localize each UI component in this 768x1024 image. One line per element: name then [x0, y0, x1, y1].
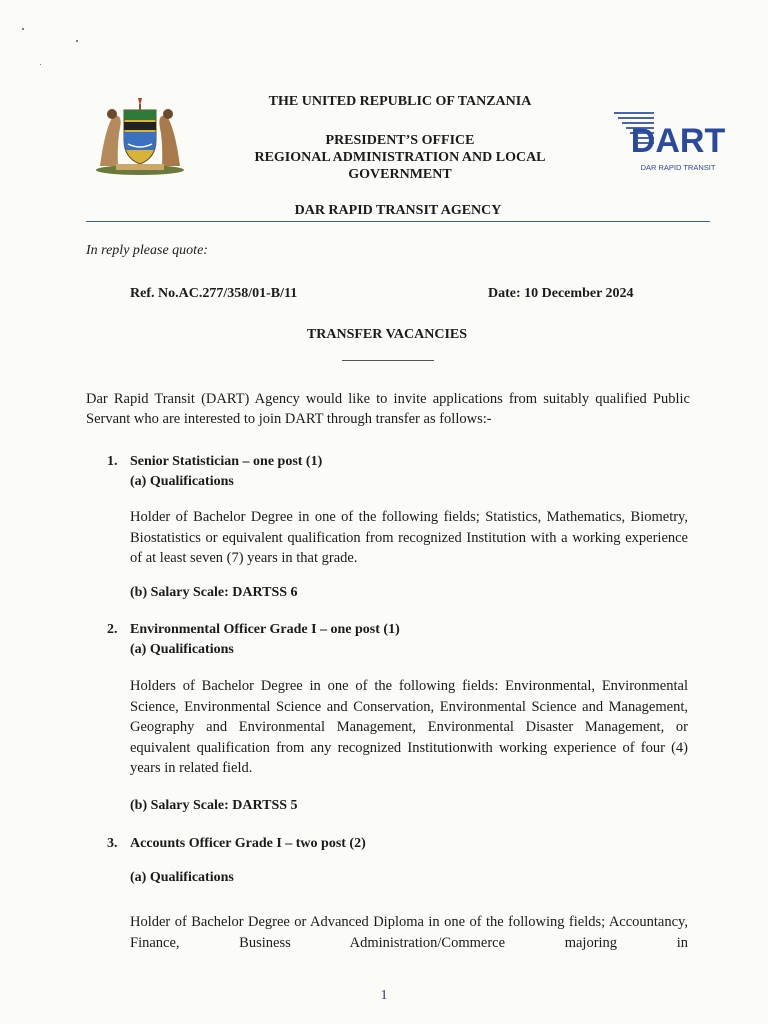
position-title: Accounts Officer Grade I – two post (2) [130, 836, 366, 851]
office-line-1: PRESIDENT’S OFFICE [325, 133, 475, 148]
dart-logo [612, 106, 726, 176]
coat-of-arms-emblem [94, 94, 186, 176]
qualifications-text: Holder of Bachelor Degree in one of the following fields; Statistics, Mathematics, Biometry, Biostatistics or equivalent qualification from recognized Institution with a working experience of at least seven (7) years in that grade. [130, 509, 688, 566]
office-heading [225, 132, 575, 183]
reply-note: In reply please quote: [86, 243, 208, 258]
qualifications-label: (a) Qualifications [130, 474, 234, 489]
country-heading: THE UNITED REPUBLIC OF TANZANIA [268, 94, 532, 109]
reference-number: Ref. No.AC.277/358/01-B/11 [130, 286, 298, 301]
title-underline [342, 360, 434, 361]
dart-logo-wordmark: DART [630, 122, 726, 160]
intro-paragraph: Dar Rapid Transit (DART) Agency would like to invite applications from suitably qualified Public Servant who are interested to join DART through transfer as follows:- [86, 391, 690, 427]
office-line-3: GOVERNMENT [348, 167, 452, 182]
position-title: Senior Statistician – one post (1) [130, 454, 323, 469]
scan-speck [40, 64, 41, 65]
scan-speck [22, 28, 24, 30]
dart-logo-subtitle: DAR RAPID TRANSIT [640, 163, 716, 172]
position-number: 3. [107, 836, 118, 851]
document-title: TRANSFER VACANCIES [306, 327, 468, 342]
position-title: Environmental Officer Grade I – one post (1) [130, 622, 400, 637]
office-line-2: REGIONAL ADMINISTRATION AND LOCAL [254, 150, 546, 165]
agency-heading: DAR RAPID TRANSIT AGENCY [294, 203, 502, 218]
qualifications-label: (a) Qualifications [130, 870, 234, 885]
salary-scale: (b) Salary Scale: DARTSS 5 [130, 798, 298, 813]
qualifications-text: Holders of Bachelor Degree in one of the following fields: Environmental, Environmental Science, Environmental Science and Conservation, Environmental Science and Management, Geography and Environmental Management, Environmental Disaster Management, or equivalent qualification from any recognized Institutionwith working experience of four (4) years in related field. [130, 678, 688, 776]
salary-scale: (b) Salary Scale: DARTSS 6 [130, 585, 298, 600]
letter-date: Date: 10 December 2024 [488, 286, 634, 301]
page-number: 1 [380, 988, 388, 1003]
scan-speck [76, 40, 78, 42]
position-number: 1. [107, 454, 118, 469]
qualifications-text: Holder of Bachelor Degree or Advanced Diploma in one of the following fields; Accountancy, Finance, Business Administration/Commerce majoring in [130, 914, 688, 951]
qualifications-label: (a) Qualifications [130, 642, 234, 657]
header-divider [86, 221, 710, 222]
position-number: 2. [107, 622, 118, 637]
